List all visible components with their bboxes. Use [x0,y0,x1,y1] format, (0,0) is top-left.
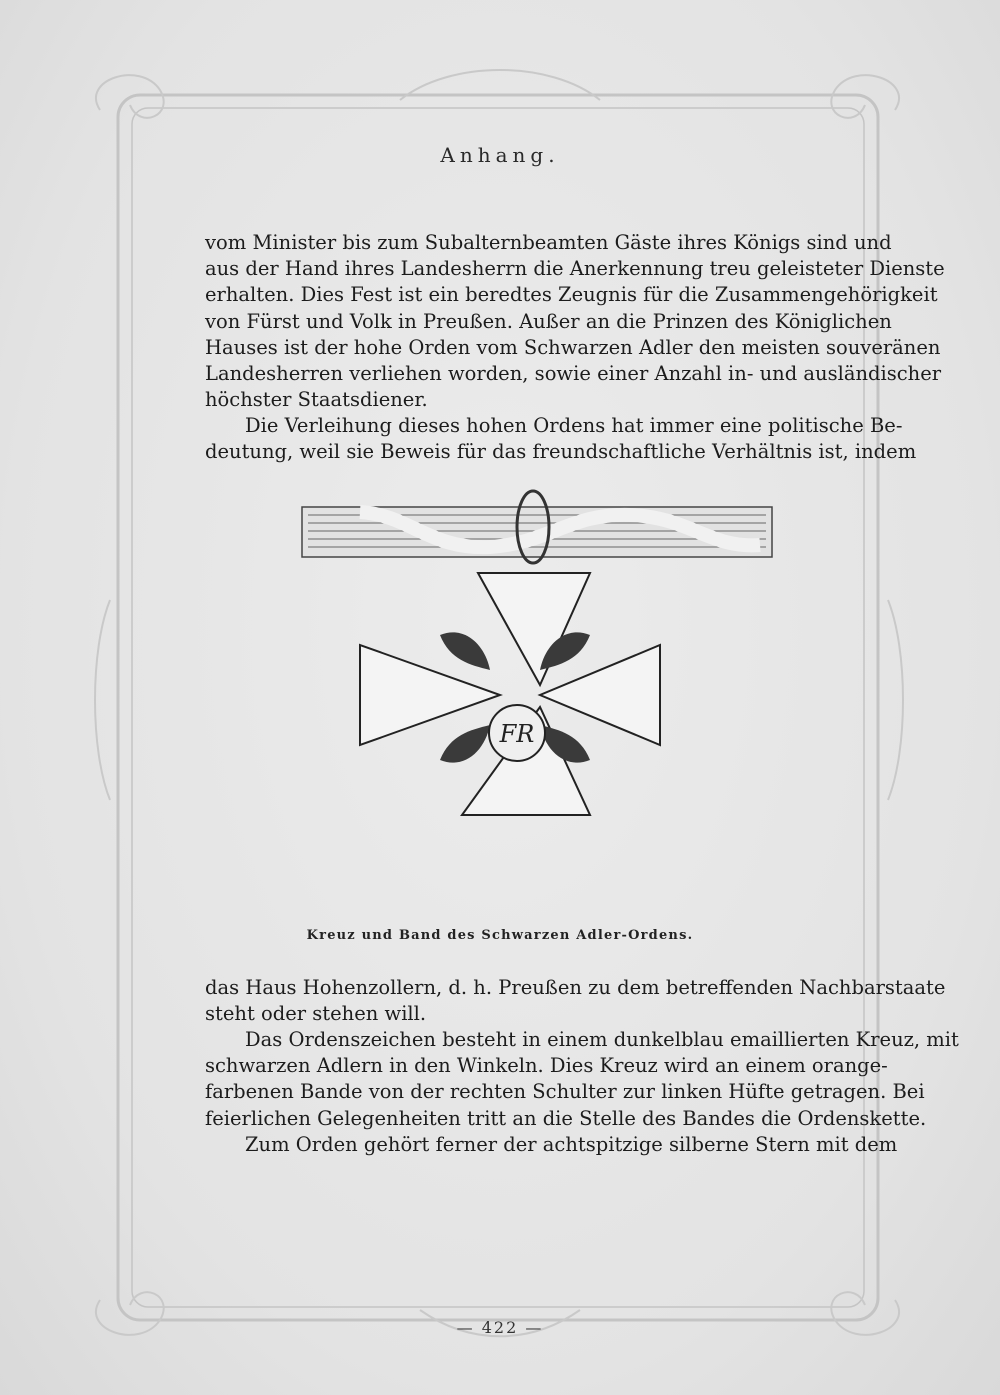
medallion-monogram: FR [499,720,535,748]
running-head: Anhang. [440,143,560,167]
text-line: Hauses ist der hohe Orden vom Schwarzen Adler den meisten souveränen [205,335,941,359]
paragraph-4 [205,1027,959,1132]
paragraph-3 [205,975,946,1027]
text-line: das Haus Hohenzollern, d. h. Preußen zu dem betreffenden Nachbarstaate [205,976,946,999]
text-line: höchster Staatsdiener. [205,388,428,412]
text-line: feierlichen Gelegenheiten tritt an die Stelle des Bandes die Ordenskette. [205,1106,927,1130]
order-cross-illustration [290,485,790,905]
text-line: Die Verleihung dieses hohen Ordens hat immer eine politische Be- [245,414,903,437]
text-line: Zum Orden gehört ferner der achtspitzige silberne Stern mit dem [245,1133,898,1156]
paragraph-5 [205,1132,898,1158]
text-line: Das Ordenszeichen besteht in einem dunkelblau emaillierten Kreuz, mit [245,1028,959,1051]
paragraph-1 [205,230,945,413]
maltese-cross [360,573,660,815]
text-line: Landesherren verliehen worden, sowie einer Anzahl in- und ausländischer [205,362,942,386]
text-line: erhalten. Dies Fest ist ein beredtes Zeugnis für die Zusammengehörigkeit [205,283,938,307]
figure-caption: Kreuz und Band des Schwarzen Adler-Ordens. [306,928,694,943]
text-line: steht oder stehen will. [205,1002,427,1026]
ribbon-band [302,507,772,557]
paragraph-2 [205,413,917,465]
text-line: aus der Hand ihres Landesherrn die Anerkennung treu geleisteter Dienste [205,257,945,281]
text-line: farbenen Bande von der rechten Schulter zur linken Hüfte getragen. Bei [205,1080,925,1104]
page-number: — 422 — [456,1318,544,1337]
text-line: von Fürst und Volk in Preußen. Außer an die Prinzen des Königlichen [205,309,892,333]
text-line: vom Minister bis zum Subalternbeamten Gäste ihres Königs sind und [205,231,892,254]
text-line: schwarzen Adlern in den Winkeln. Dies Kreuz wird an einem orange- [205,1054,888,1078]
text-line: deutung, weil sie Beweis für das freundschaftliche Verhältnis ist, indem [205,440,917,464]
